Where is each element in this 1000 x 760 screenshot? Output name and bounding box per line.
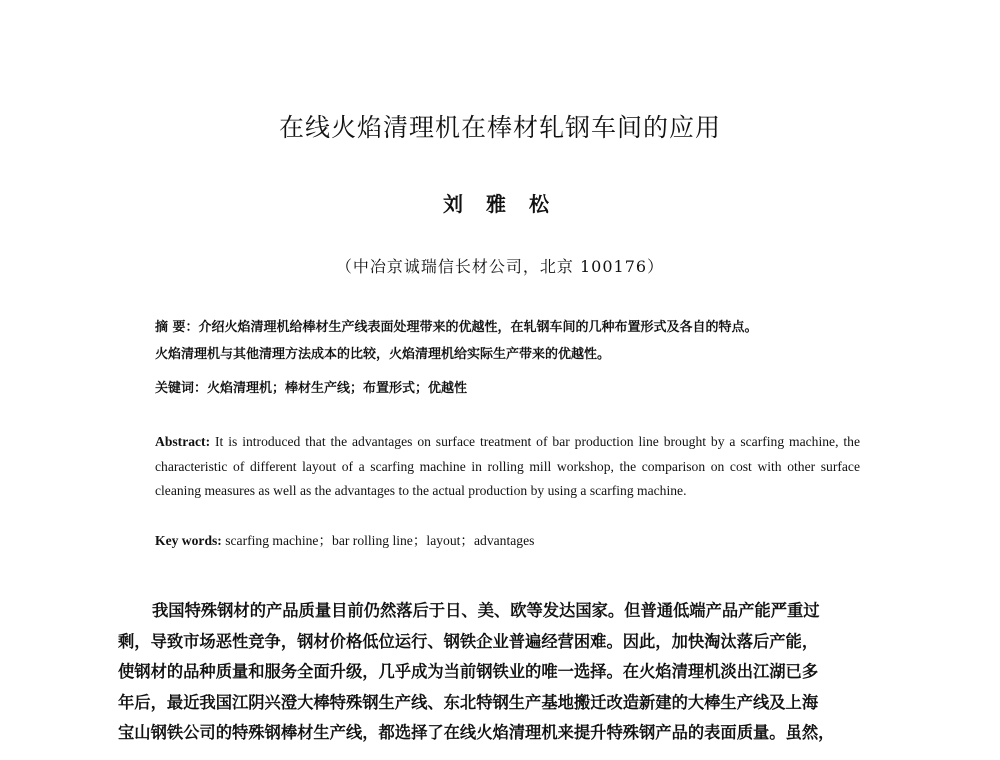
english-abstract [155, 430, 860, 504]
chinese-abstract-line-1 [155, 314, 875, 341]
english-keywords-label: Key words: [155, 533, 222, 548]
chinese-abstract-label: 摘 要： [155, 320, 199, 335]
chinese-abstract-text-1: 介绍火焰清理机给棒材生产线表面处理带来的优越性，在轧钢车间的几种布置形式及各自的特点。 [198, 320, 758, 335]
body-line-4: 年后，最近我国江阴兴澄大棒特殊钢生产线、东北特钢生产基地搬迁改造新建的大棒生产线及上海 [118, 692, 819, 712]
english-abstract-label: Abstract: [155, 434, 211, 449]
english-keywords-text: scarfing machine；bar rolling line；layout；advantages [225, 533, 535, 548]
paper-title: 在线火焰清理机在棒材轧钢车间的应用 [278, 113, 721, 142]
english-keywords [155, 529, 534, 549]
english-abstract-text: It is introduced that the advantages on surface treatment of bar production line brought by a scarfing machine, the characteristic of different layout of a scarfing machine in rolling mill workshop, the comparison on cost with other surface cleaning measures as well as the advantages to the actual production by using a scarfing machine. [155, 434, 860, 498]
chinese-abstract [155, 314, 875, 368]
author-name: 刘 雅 松 [443, 192, 557, 216]
chinese-abstract-text-2: 火焰清理机与其他清理方法成本的比较，火焰清理机给实际生产带来的优越性。 [155, 347, 611, 362]
chinese-keywords [155, 377, 467, 396]
body-line-2: 剩，导致市场恶性竞争，钢材价格低位运行、钢铁企业普遍经营困难。因此，加快淘汰落后产能， [118, 631, 819, 651]
body-paragraph [118, 596, 888, 749]
body-line-1: 我国特殊钢材的产品质量目前仍然落后于日、美、欧等发达国家。但普通低端产品产能严重过 [152, 601, 820, 620]
body-line-3: 使钢材的品种质量和服务全面升级，几乎成为当前钢铁业的唯一选择。在火焰清理机淡出江湖已多 [118, 662, 819, 681]
body-line-5: 宝山钢铁公司的特殊钢棒材生产线，都选择了在线火焰清理机来提升特殊钢产品的表面质量。虽然， [118, 723, 835, 742]
author-affiliation: （中冶京诚瑞信长材公司，北京 100176） [335, 257, 665, 276]
chinese-keywords-text: 火焰清理机；棒材生产线；布置形式；优越性 [207, 381, 468, 396]
chinese-keywords-label: 关键词： [155, 381, 208, 396]
